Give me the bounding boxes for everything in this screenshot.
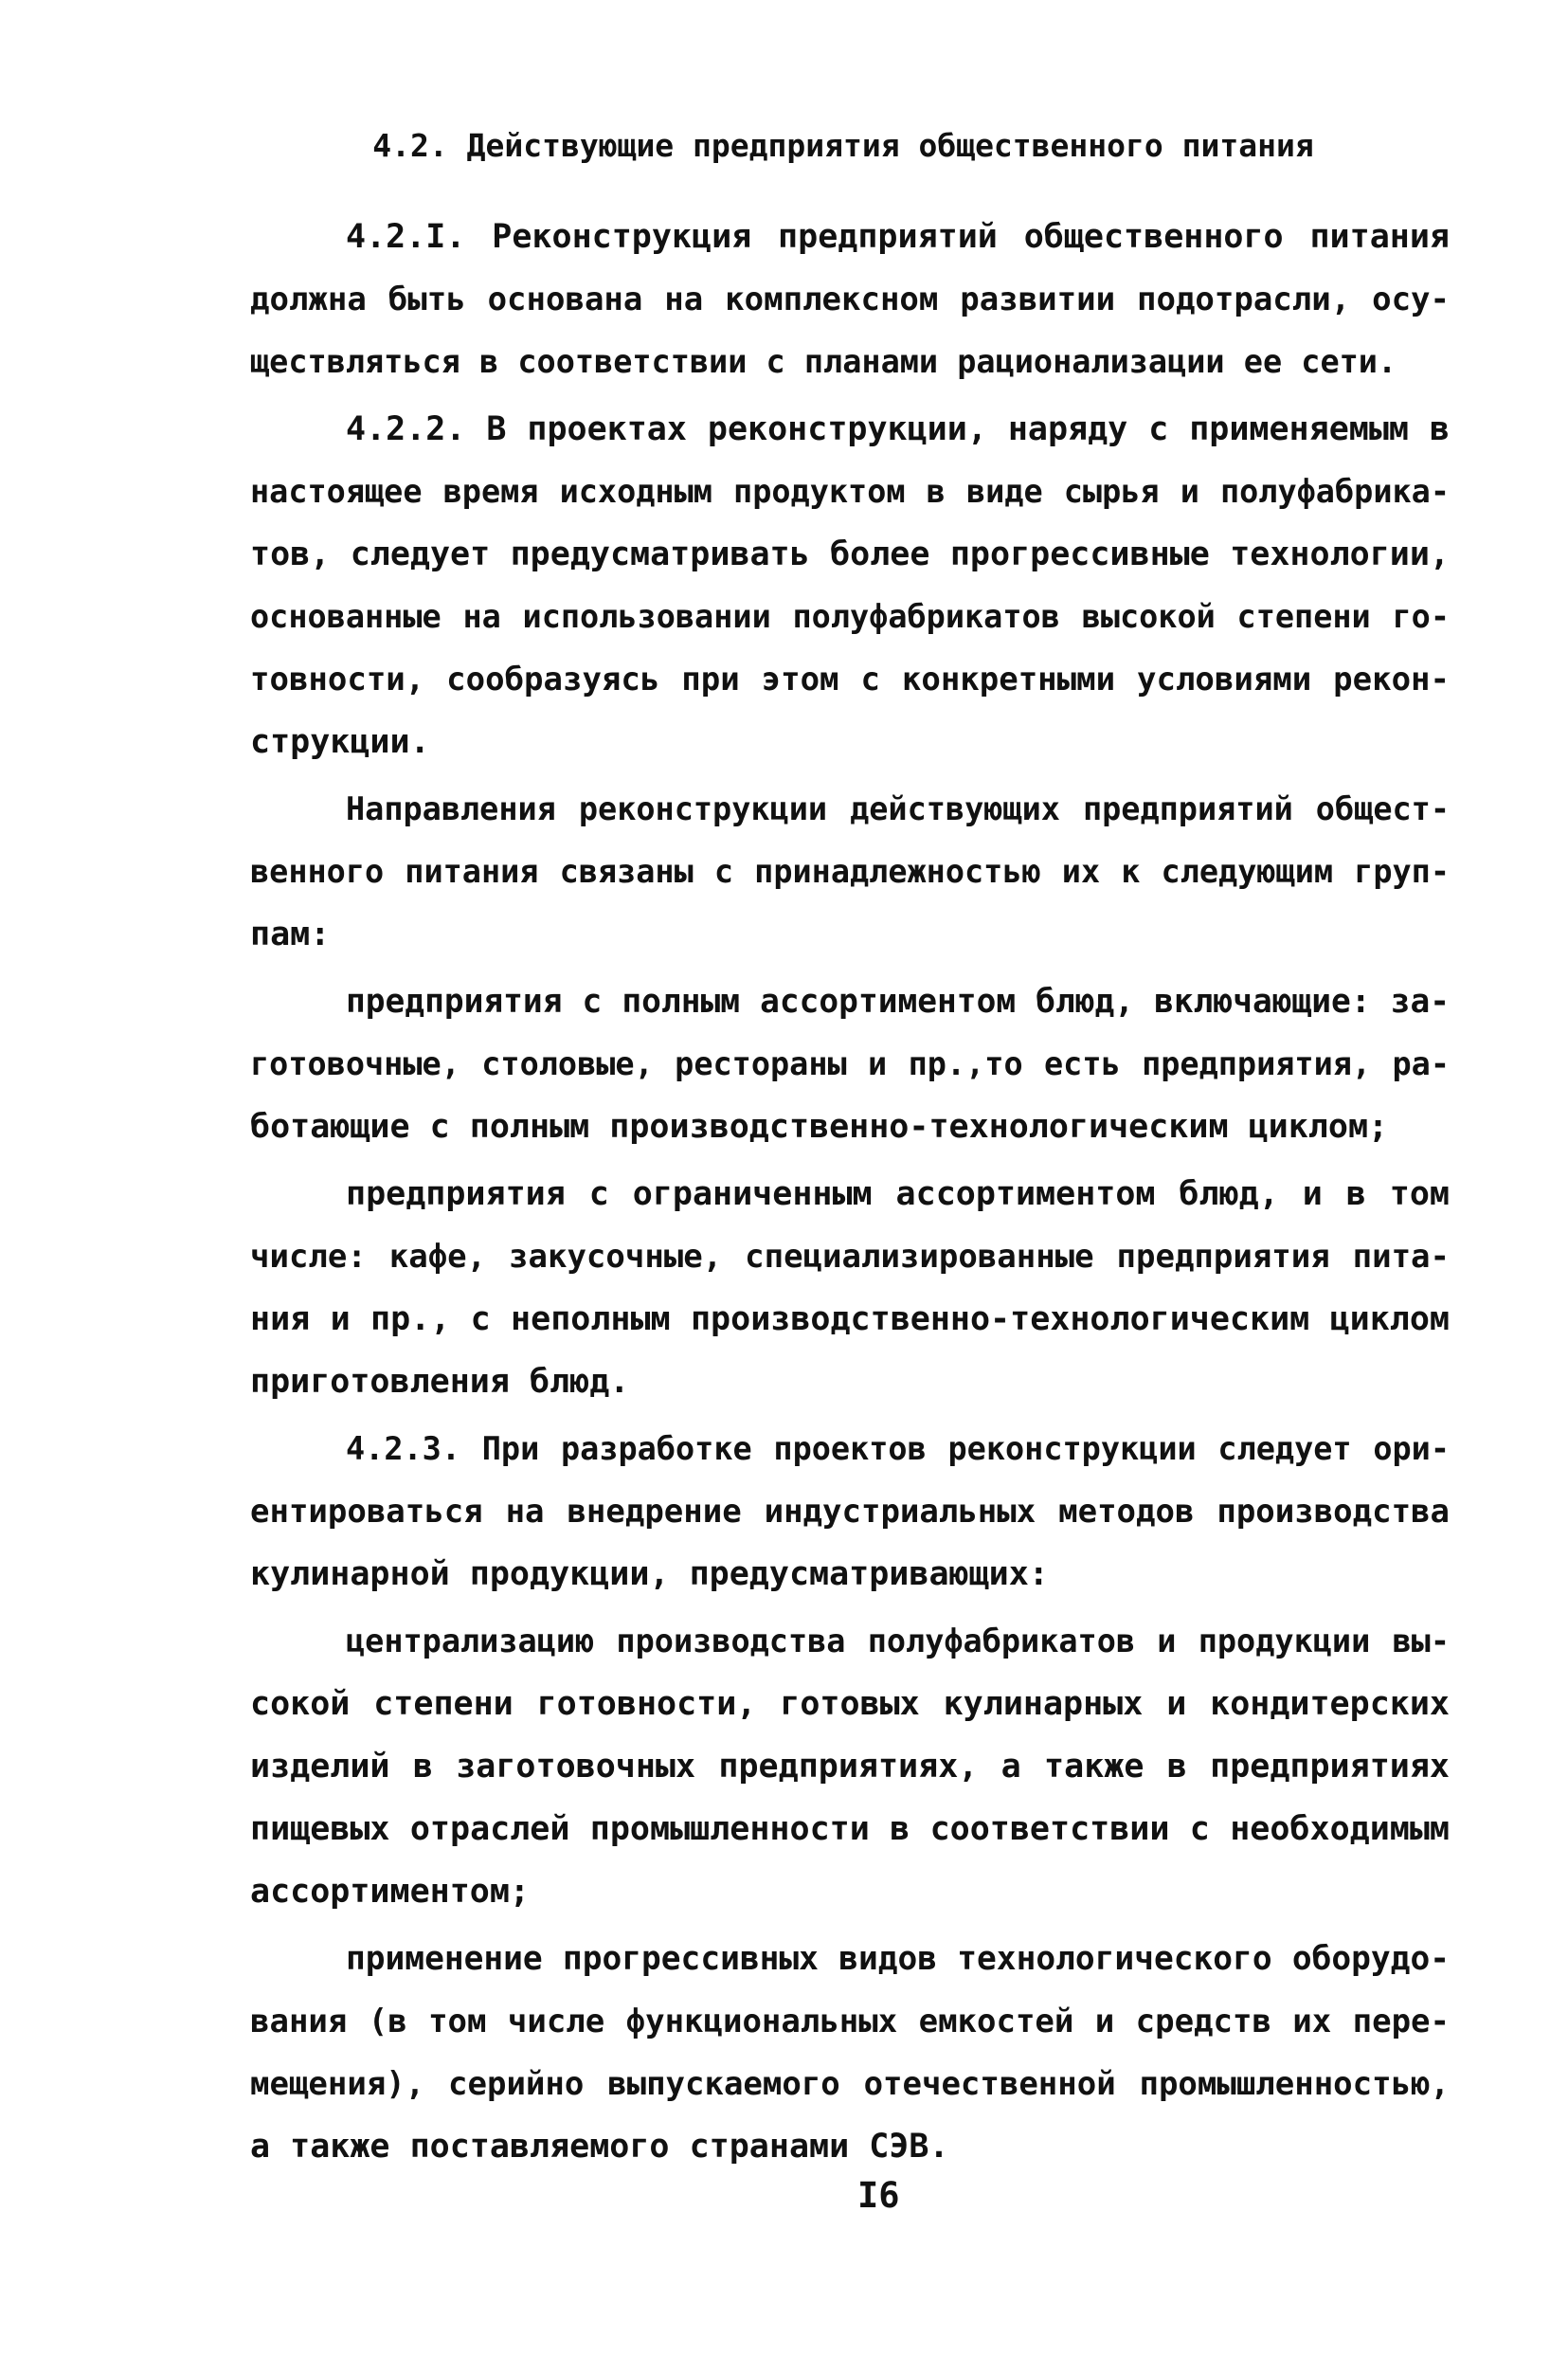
text-line: приготовления блюд. xyxy=(250,1363,630,1401)
text-line: предприятия с ограниченным ассортиментом блюд, и в том xyxy=(346,1175,1450,1213)
text-line: основанные на использовании полуфабрикатов высокой степени го- xyxy=(250,598,1450,635)
text-line: 4.2.3. При разработке проектов реконструкции следует ори- xyxy=(346,1430,1450,1467)
text-line: сокой степени готовности, готовых кулинарных и кондитерских xyxy=(250,1685,1450,1723)
text-line: кулинарной продукции, предусматривающих: xyxy=(250,1555,1049,1593)
text-line: 4.2.2. В проектах реконструкции, наряду с применяемым в xyxy=(346,410,1450,448)
text-line: настоящее время исходным продуктом в виде сырья и полуфабрика- xyxy=(250,473,1450,510)
text-line: ботающие с полным производственно-технологическим циклом; xyxy=(250,1108,1389,1146)
text-line: числе: кафе, закусочные, специализированные предприятия пита- xyxy=(250,1238,1450,1276)
text-line: 4.2.I. Реконструкция предприятий общественного питания xyxy=(346,218,1450,256)
text-line: должна быть основана на комплексном развитии подотрасли, осу- xyxy=(250,281,1450,318)
text-line: ентироваться на внедрение индустриальных методов производства xyxy=(250,1493,1450,1531)
text-line: Направления реконструкции действующих предприятий общест- xyxy=(346,790,1450,827)
text-line: готовочные, столовые, рестораны и пр.,то есть предприятия, ра- xyxy=(250,1045,1450,1082)
text-line: а также поставляемого странами СЭВ. xyxy=(250,2128,949,2166)
text-line: вания (в том числе функциональных емкостей и средств их пере- xyxy=(250,2003,1450,2040)
text-line: изделий в заготовочных предприятиях, а также в предприятиях xyxy=(250,1748,1450,1786)
text-line: пам: xyxy=(250,916,331,953)
text-line: тов, следует предусматривать более прогрессивные технологии, xyxy=(250,535,1450,573)
text-line: венного питания связаны с принадлежностью их к следующим груп- xyxy=(250,853,1450,890)
text-line: предприятия с полным ассортиментом блюд, включающие: за- xyxy=(346,983,1450,1021)
page-number: I6 xyxy=(857,2175,900,2216)
text-line: ния и пр., с неполным производственно-технологическим циклом xyxy=(250,1300,1450,1338)
text-line: мещения), серийно выпускаемого отечественной промышленностью, xyxy=(250,2065,1450,2103)
text-line: применение прогрессивных видов технологического оборудо- xyxy=(346,1940,1450,1978)
text-line: централизацию производства полуфабрикатов и продукции вы- xyxy=(346,1623,1450,1659)
text-line: товности, сообразуясь при этом с конкретными условиями рекон- xyxy=(250,661,1450,698)
text-line: ществляться в соответствии с планами рационализации ее сети. xyxy=(250,343,1397,380)
text-line: пищевых отраслей промышленности в соответствии с необходимым xyxy=(250,1810,1450,1848)
text-line: струкции. xyxy=(250,723,430,761)
section-heading: 4.2. Действующие предприятия общественного питания xyxy=(372,127,1314,164)
text-line: ассортиментом; xyxy=(250,1873,531,1911)
